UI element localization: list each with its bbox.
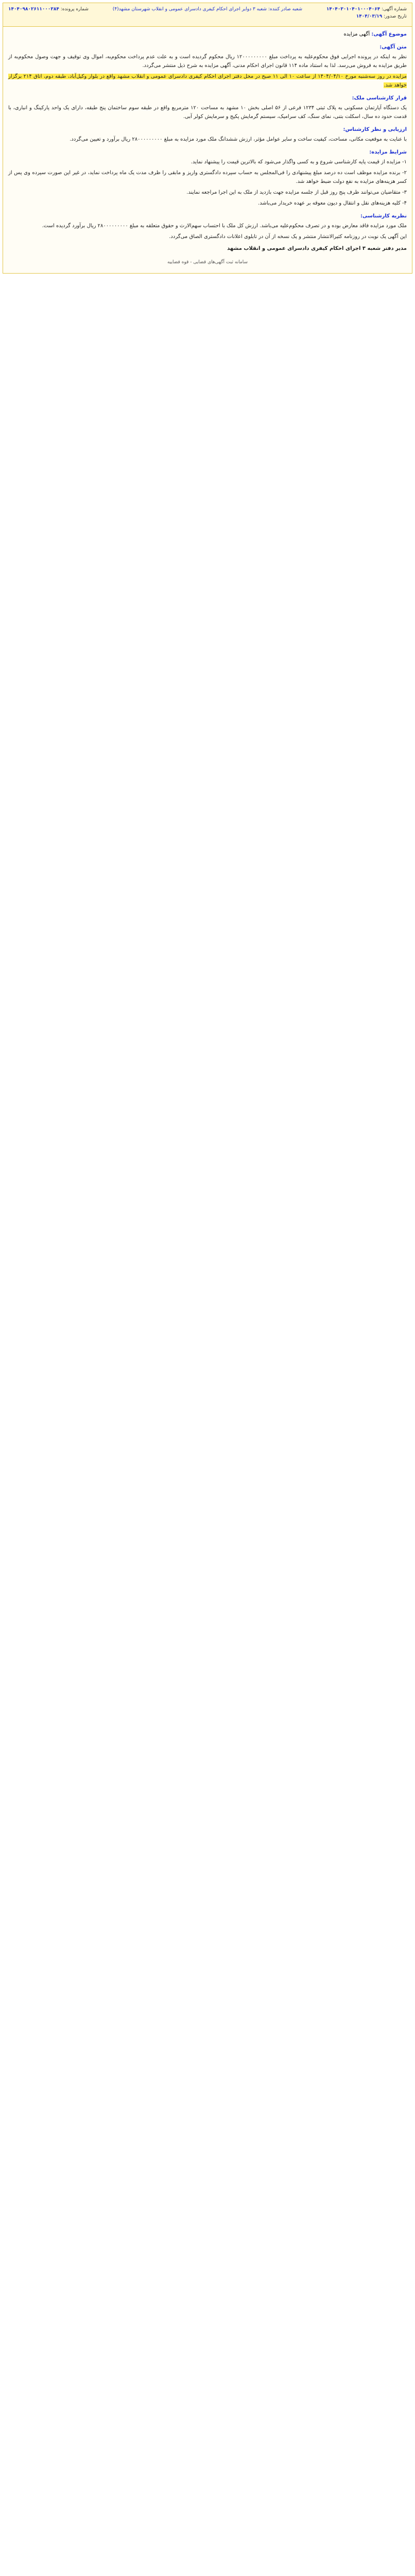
unit-value: شعبه ۳ دوایر اجرای احکام کیفری دادسرای عمومی و انقلاب شهرستان مشهد(۴): [112, 7, 267, 12]
condition-4: ۴- کلیه هزینه‌های نقل و انتقال و دیون معوقه بر عهده خریدار می‌باشد.: [258, 200, 407, 206]
assessment-title: نظریه کارشناسی:: [360, 213, 407, 219]
property-title: قرار کارشناسی ملک:: [352, 95, 407, 101]
value-description: با عنایت به موقعیت مکانی، مساحت، کیفیت ساخت و سایر عوامل مؤثر، ارزش ششدانگ ملک مورد مزایده به مبلغ ۲۸۰۰۰۰۰۰۰۰۰ ریال برآورد و تعیین می‌گردد.: [70, 137, 407, 142]
auction-notice-text: مزایده در روز سه‌شنبه مورخ ۱۴۰۴/۰۴/۱۰ از ساعت ۱۰ الی ۱۱ صبح در محل دفتر اجرای احکام کیفری دادسرای عمومی و انقلاب مشهد واقع در بلوار وکیل‌آباد، طبقه دوم، اتاق ۲۱۴ برگزار خواهد شد.: [8, 74, 407, 88]
unit-label: شعبه صادر کننده:: [268, 7, 303, 12]
signature: مدیر دفتر شعبه ۳ اجرای احکام کیفری دادسرای عمومی و انقلاب مشهد: [227, 246, 407, 251]
header-left: [8, 6, 89, 13]
date-label: تاریخ صدور:: [384, 14, 407, 19]
condition-1: ۱- مزایده از قیمت پایه کارشناسی شروع و به کسی واگذار می‌شود که بالاترین قیمت را پیشنهاد نماید.: [191, 159, 407, 165]
case-number-label: شماره پرونده:: [60, 7, 89, 12]
issuing-unit: [89, 6, 326, 13]
notice-header: [3, 3, 412, 27]
notice-page-1: [3, 3, 412, 274]
conditions-title: شرایط مزایده:: [369, 149, 407, 155]
notice-body: [8, 43, 407, 241]
notice-number: ۱۴۰۴۰۳۰۱۰۴۰۱۰۰۰۴۰۶۴: [326, 7, 381, 12]
notice-number-label: شماره آگهی:: [382, 7, 407, 12]
subject-label: موضوع آگهی:: [371, 31, 407, 37]
value-title: ارزیابی و نظر کارشناس:: [343, 127, 407, 132]
intro-title: متن آگهی:: [379, 44, 407, 50]
subject-line: [8, 30, 407, 39]
condition-3: ۳- متقاضیان می‌توانند ظرف پنج روز قبل از جلسه مزایده جهت بازدید از ملک به این اجرا مراجعه نمایند.: [186, 190, 407, 195]
final-note: این آگهی یک نوبت در روزنامه کثیرالانتشار منتشر و یک نسخه از آن در تابلوی اعلانات دادگستری الصاق می‌گردد.: [169, 234, 407, 240]
property-description: یک دستگاه آپارتمان مسکونی به پلاک ثبتی ۱۲۳۴ فرعی از ۵۶ اصلی بخش ۱۰ مشهد به مساحت ۱۲۰ مترمربع واقع در طبقه سوم ساختمان پنج طبقه، دارای یک واحد پارکینگ و انباری، با قدمت حدود ده سال، اسکلت بتنی، نمای سنگ، کف سرامیک، سیستم گرمایش پکیج و سرمایش کولر آبی.: [8, 105, 407, 120]
auction-notice-paragraph: [8, 72, 407, 90]
issue-date: ۱۴۰۴/۰۳/۱۹: [356, 14, 383, 19]
assessment-paragraph: ملک مورد مزایده فاقد معارض بوده و در تصرف محکوم‌علیه می‌باشد. ارزش کل ملک با احتساب سهم‌الارث و حقوق متعلقه به مبلغ ۲۸۰۰۰۰۰۰۰۰۰ ریال برآورد گردیده است.: [42, 223, 407, 229]
case-number: ۱۴۰۴۰۹۸۰۲۶۱۱۰۰۰۳۸۴: [8, 7, 59, 12]
subject-value: آگهی مزایده: [343, 31, 370, 37]
footer-note: سامانه ثبت آگهی‌های قضایی - قوه قضاییه: [167, 260, 248, 265]
condition-2: ۲- برنده مزایده موظف است ده درصد مبلغ پیشنهادی را فی‌المجلس به حساب سپرده دادگستری واریز و مابقی را ظرف مدت یک ماه پرداخت نماید، در غیر این صورت سپرده وی پس از کسر هزینه‌های مزایده به نفع دولت ضبط خواهد شد.: [8, 170, 407, 184]
header-right: [326, 6, 407, 20]
intro-paragraph: نظر به اینکه در پرونده اجرایی فوق محکوم‌علیه به پرداخت مبلغ ۱۲۰۰۰۰۰۰۰۰۰ ریال محکوم گردیده است و به علت عدم پرداخت محکوم‌به، اموال وی توقیف و جهت وصول محکوم‌به از طریق مزایده به فروش می‌رسد. لذا به استناد ماده ۱۱۴ قانون اجرای احکام مدنی، آگهی مزایده به شرح ذیل منتشر می‌گردد.: [8, 54, 407, 69]
